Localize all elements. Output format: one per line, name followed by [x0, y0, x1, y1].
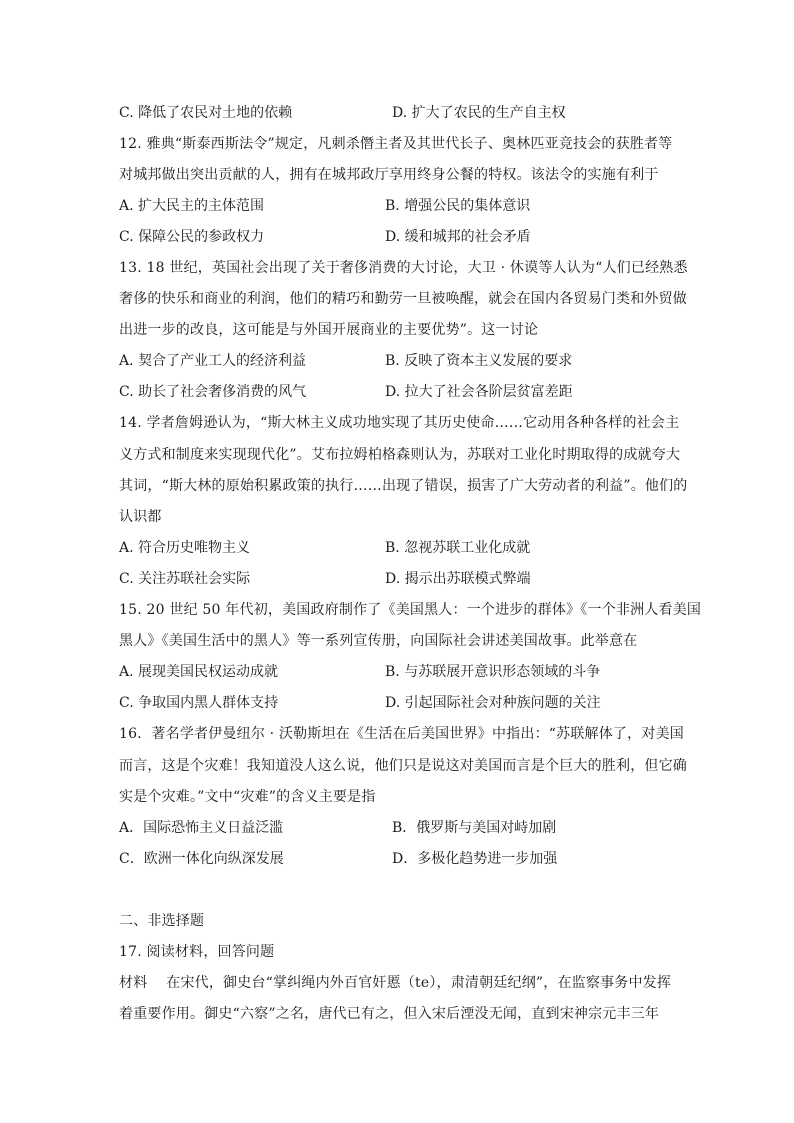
q14-option-b: B. 忽视苏联工业化成就 [385, 540, 531, 556]
q14-option-d: D. 揭示出苏联模式弊端 [385, 571, 531, 587]
q16-option-b: B．俄罗斯与美国对峙加剧 [392, 820, 557, 836]
q17-material-line2: 着重要作用。御史“六察”之名，唐代已有之，但入宋后湮没无闻，直到宋神宗元丰三年 [119, 1006, 660, 1022]
q14-stem-line2: 义方式和制度来实现现代化”。艾布拉姆柏格森则认为，苏联对工业化时期取得的成就夸大 [119, 447, 681, 463]
q14-stem-line4: 认识都 [119, 509, 162, 525]
q16-stem-line3: 实是个灾难。”文中“灾难”的含义主要是指 [119, 789, 376, 805]
q12-stem-line1: 12. 雅典“斯泰西斯法令”规定，凡刺杀僭主者及其世代长子、奥林匹亚竞技会的获胜者等 [119, 136, 673, 152]
q14-option-c: C. 关注苏联社会实际 [119, 571, 251, 587]
q13-option-b: B. 反映了资本主义发展的要求 [385, 353, 573, 369]
q13-option-a: A. 契合了产业工人的经济利益 [119, 353, 307, 369]
section-heading: 二、非选择题 [119, 913, 205, 929]
q16-option-c: C．欧洲一体化向纵深发展 [119, 851, 284, 867]
q16-option-a: A．国际恐怖主义日益泛滥 [119, 820, 284, 836]
q17-title: 17. 阅读材料，回答问题 [119, 944, 275, 960]
q13-stem-line1: 13. 18 世纪，英国社会出现了关于奢侈消费的大讨论，大卫 · 休谟等人认为“人们已经熟悉 [119, 260, 688, 276]
q14-stem-line3: 其词，“斯大林的原始积累政策的执行……出现了错误，损害了广大劳动者的利益”。他们的 [119, 478, 688, 494]
q13-option-c: C. 助长了社会奢侈消费的风气 [119, 384, 307, 400]
q15-option-a: A. 展现美国民权运动成就 [119, 664, 279, 680]
q12-option-d: D. 缓和城邦的社会矛盾 [385, 229, 531, 245]
q13-stem-line3: 出进一步的改良，这可能是与外国开展商业的主要优势”。这一讨论 [119, 322, 539, 338]
q15-stem-line1: 15. 20 世纪 50 年代初，美国政府制作了《美国黑人：一个进步的群体》《一个非洲人看美国 [119, 602, 702, 618]
q15-option-b: B. 与苏联展开意识形态领域的斗争 [385, 664, 601, 680]
q15-option-d: D. 引起国际社会对种族问题的关注 [385, 695, 601, 711]
q12-option-c: C. 保障公民的参政权力 [119, 229, 265, 245]
q12-option-b: B. 增强公民的集体意识 [385, 198, 531, 214]
q15-option-c: C. 争取国内黑人群体支持 [119, 695, 279, 711]
q12-option-a: A. 扩大民主的主体范围 [119, 198, 265, 214]
q14-option-a: A. 符合历史唯物主义 [119, 540, 251, 556]
q13-option-d: D. 拉大了社会各阶层贫富差距 [385, 384, 573, 400]
q16-stem-line2: 而言，这是个灾难！我知道没人这么说，他们只是说这对美国而言是个巨大的胜利，但它确 [119, 758, 687, 774]
q16-stem-line1: 16．著名学者伊曼纽尔 · 沃勒斯坦在《生活在后美国世界》中指出：“苏联解体了，对美国 [119, 726, 684, 742]
q17-material-line1: 材料 在宋代，御史台“掌纠绳内外百官奸慝（te），肃清朝廷纪纲”，在监察事务中发挥 [119, 975, 672, 991]
q16-option-d: D．多极化趋势进一步加强 [392, 851, 558, 867]
q15-stem-line2: 黑人》《美国生活中的黑人》等一系列宣传册，向国际社会讲述美国故事。此举意在 [119, 633, 638, 649]
q11-option-d: D. 扩大了农民的生产自主权 [392, 105, 566, 121]
q13-stem-line2: 奢侈的快乐和商业的利润，他们的精巧和勤劳一旦被唤醒，就会在国内各贸易门类和外贸做 [119, 291, 687, 307]
q11-option-c: C. 降低了农民对土地的依赖 [119, 105, 293, 121]
q14-stem-line1: 14. 学者詹姆逊认为，“斯大林主义成功地实现了其历史使命……它动用各种各样的社会主 [119, 415, 680, 431]
q12-stem-line2: 对城邦做出突出贡献的人，拥有在城邦政厅享用终身公餐的特权。该法令的实施有利于 [119, 167, 659, 183]
